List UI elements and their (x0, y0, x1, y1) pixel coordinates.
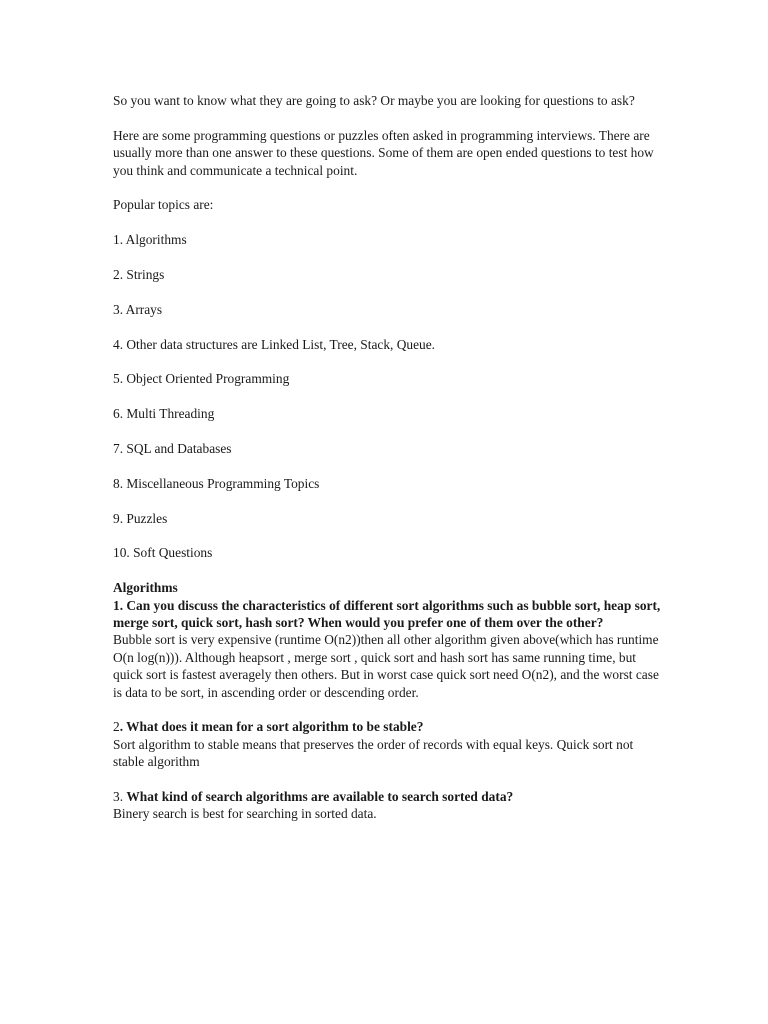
question (113, 788, 661, 805)
document-page (113, 92, 661, 840)
intro-paragraph-1: So you want to know what they are going to ask? Or maybe you are looking for questions to ask? (113, 93, 635, 108)
question (113, 597, 661, 632)
topics-list (113, 231, 661, 562)
intro-paragraph-3: Popular topics are: (113, 197, 214, 213)
topic-item: 8. Miscellaneous Programming Topics (113, 475, 320, 491)
topic-item: 3. Arrays (113, 301, 163, 317)
intro-paragraph-2: Here are some programming questions or puzzles often asked in programming interviews. There are usually more than one answer to these questions. Some of them are open ended questions to test how you think and communicate a technical point. (113, 127, 654, 178)
topic-item: 6. Multi Threading (113, 406, 215, 422)
qa-item-1 (113, 597, 661, 701)
algorithms-section (113, 579, 661, 823)
section-title: Algorithms (113, 580, 178, 596)
topic-item: 4. Other data structures are Linked List, Tree, Stack, Queue. (113, 336, 436, 352)
topic-item: 5. Object Oriented Programming (113, 371, 290, 387)
question-text: What kind of search algorithms are available to search sorted data? (126, 789, 514, 805)
qa-item-2 (113, 718, 661, 770)
question-number: 2 (113, 719, 120, 735)
question-text: Can you discuss the characteristics of different sort algorithms such as bubble sort, heap sort, merge sort, quick sort, hash sort? When would you prefer one of them over the other? (113, 597, 661, 630)
answer-text: Bubble sort is very expensive (runtime O(n2))then all other algorithm given above(which has runtime O(n log(n))). Although heapsort , merge sort , quick sort and hash sort has same running time, but quick sort is fastest averagely then others. But in worst case quick sort need O(n2), and the worst case is data to be sort, in ascending order or descending order. (113, 632, 659, 700)
topic-item: 9. Puzzles (113, 510, 168, 526)
topic-item: 7. SQL and Databases (113, 440, 232, 456)
question (113, 718, 661, 735)
topic-item: 2. Strings (113, 267, 165, 282)
qa-item-3 (113, 788, 661, 823)
question-number: 1. (113, 597, 127, 613)
topic-item: 1. Algorithms (113, 232, 187, 248)
question-number: 3. (113, 789, 127, 805)
answer-text: Binery search is best for searching in sorted data. (113, 806, 377, 822)
answer-text: Sort algorithm to stable means that preserves the order of records with equal keys. Quick sort not stable algorithm (113, 736, 634, 770)
question-text: . What does it mean for a sort algorithm to be stable? (119, 719, 424, 735)
topic-item: 10. Soft Questions (113, 545, 213, 561)
